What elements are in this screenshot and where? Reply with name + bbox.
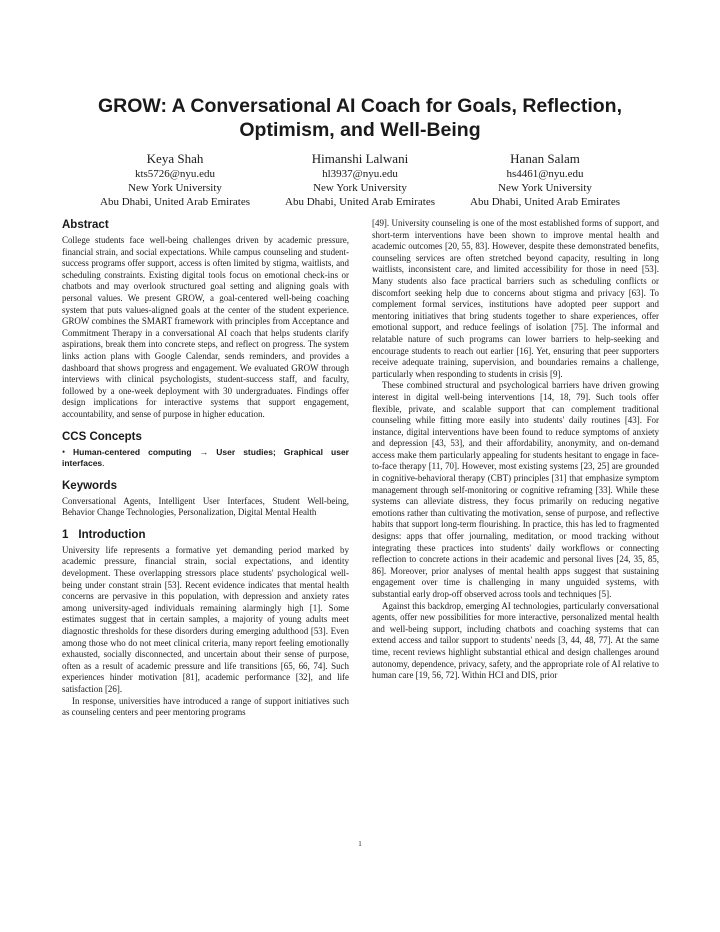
author-block xyxy=(440,150,650,209)
ccs-section xyxy=(62,430,349,470)
author-email: hl3937@nyu.edu xyxy=(322,168,398,180)
keywords-text: Conversational Agents, Intelligent User Interfaces, Student Well-being, Behavior Change Technologies, Personalization, Digital Mental Health xyxy=(62,495,349,518)
ccs-bullet: • xyxy=(62,446,66,457)
keywords-section xyxy=(62,479,349,519)
paragraph: In response, universities have introduced a range of support initiatives such as counseling centers and peer mentoring programs xyxy=(62,695,349,718)
author-affiliation: New York University xyxy=(313,182,407,194)
ccs-secondary: User studies; Graphical user interfaces xyxy=(62,446,349,469)
section-title: Introduction xyxy=(78,528,146,541)
ccs-concepts xyxy=(62,447,349,470)
keywords-heading: Keywords xyxy=(62,479,117,492)
abstract-text: College students face well-being challenges driven by academic pressure, financial strain, and social expectations. While campus counseling and student-success programs offer support, access is often limited by stigma, waitlists, and scheduling constraints. Existing digital tools focus on emotional check-ins or chatbots and may overlook structured goal setting and aligning goals with personal values. We present GROW, a goal-centered well-being coaching system that puts values-aligned goals at the center of the student experience. GROW combines the SMART framework with principles from Acceptance and Commitment Therapy in a conversational AI coach that helps students clarify aspirations, break them into concrete steps, and reflect on progress. The system links action plans with Google Calendar, sends reminders, and provides a dashboard that shows progress and engagement. We evaluated GROW through interviews with clinical psychologists, student-success staff, and faculty, followed by a one-week deployment with 30 undergraduates. Findings offer design implications for interactive systems that support engagement, accountability, and sense of purpose in higher education. xyxy=(62,235,349,419)
author-name: Hanan Salam xyxy=(510,151,580,166)
paragraph: [49]. University counseling is one of the most established forms of support, and short-term interventions have been shown to improve mental health and academic outcomes [20, 55, 83]. However, despite these demonstrated benefits, counseling services are often stretched beyond capacity, resulting in long waitlists, inconsistent care, and limited accessibility for those in need [53]. Many students also face practical barriers such as scheduling conflicts or discomfort seeking help due to concerns about stigma and privacy [63]. To complement formal services, institutions have adopted peer support and mentoring initiatives that bring students together to share experiences, offer emotional support, and reduce feelings of isolation [75]. The informal and relatable nature of such programs can lower barriers to help-seeking and encourage students to reach out earlier [16]. Yet, ensuring that peer supporters receive adequate training, supervision, and boundaries remains a challenge, particularly when responding to students in crisis [9]. xyxy=(372,218,659,379)
author-email: kts5726@nyu.edu xyxy=(134,168,216,180)
author-email: hs4461@nyu.edu xyxy=(506,168,584,180)
ccs-period: . xyxy=(102,458,105,469)
ccs-heading: CCS Concepts xyxy=(62,430,142,443)
page-number: 1 xyxy=(358,840,362,848)
paragraph: University life represents a formative yet demanding period marked by academic pressure, financial strain, social expectations, and identity development. These overlapping stressors place students' psychological well-being under constant strain [53]. Recent evidence indicates that mental health concerns are pervasive in this population, with depression and anxiety rates among university-aged individuals remaining alarmingly high [1]. Some estimates suggest that in certain samples, a majority of young adults meet diagnostic thresholds for these disorders during emerging adulthood [53]. Even among those who do not meet clinical criteria, many report feeling emotionally exhausted, socially disconnected, and uncertain about their sense of purpose, often as a result of academic pressure and life transitions [65, 66, 74]. Such experiences hinder motivation [81], academic performance [32], and life satisfaction [26]. xyxy=(62,544,349,694)
right-column xyxy=(372,218,659,682)
ccs-arrow: → xyxy=(199,446,209,457)
author-block xyxy=(255,150,465,209)
paper-title: GROW: A Conversational AI Coach for Goals, Reflection, Optimism, and Well-Being xyxy=(97,95,623,141)
paragraph: These combined structural and psychological barriers have driven growing interest in digital well-being interventions [14, 18, 79]. Such tools offer flexible, private, and scalable support that can complement traditional counseling while fitting more easily into students' daily routines [43]. For instance, digital interventions have been found to reduce symptoms of anxiety and depression [43, 53], and their affordability, anonymity, and on-demand access make them particularly appealing for students hesitant to engage in face-to-face therapy [11, 70]. However, most existing systems [23, 25] are grounded in cognitive-behavioral therapy (CBT) principles [31] that emphasize symptom management through self-monitoring or cognitive reframing [33]. While these systems can alleviate distress, they focus primarily on reducing negative emotions rather than cultivating the motivation, sense of purpose, and reflective habits that support long-term flourishing. In practice, this has led to fragmented designs: apps that offer journaling, meditation, or mood tracking without integrating these practices into students' daily workflows or connecting reflection to concrete actions in their academic and personal lives [24, 35, 85, 86]. Moreover, prior analyses of mental health apps suggest that sustaining engagement over time is challenging in many unguided systems, with substantial early drop-off observed across tools and techniques [5]. xyxy=(372,380,659,599)
author-name: Keya Shah xyxy=(146,151,204,166)
abstract-heading: Abstract xyxy=(62,219,109,231)
author-affiliation: New York University xyxy=(128,182,222,194)
section-number: 1 xyxy=(62,528,69,541)
author-location: Abu Dhabi, United Arab Emirates xyxy=(100,196,250,208)
author-block xyxy=(70,150,280,209)
section-heading xyxy=(62,528,349,542)
introduction-section xyxy=(62,528,349,719)
paragraph: Against this backdrop, emerging AI technologies, particularly conversational agents, offer new possibilities for more interactive, personalized mental health and well-being support, including chatbots and coaching systems that can extend access and tailor support to students' needs [3, 44, 48, 77]. At the same time, recent reviews highlight substantial ethical and design challenges around autonomy, dependence, privacy, safety, and the appropriate role of AI relative to human care [19, 56, 72]. Within HCI and DIS, prior xyxy=(372,600,659,681)
author-affiliation: New York University xyxy=(498,182,592,194)
left-column xyxy=(62,218,349,719)
author-name: Himanshi Lalwani xyxy=(311,151,409,166)
author-location: Abu Dhabi, United Arab Emirates xyxy=(470,196,620,208)
ccs-primary: Human-centered computing xyxy=(73,446,192,457)
author-location: Abu Dhabi, United Arab Emirates xyxy=(285,196,435,208)
